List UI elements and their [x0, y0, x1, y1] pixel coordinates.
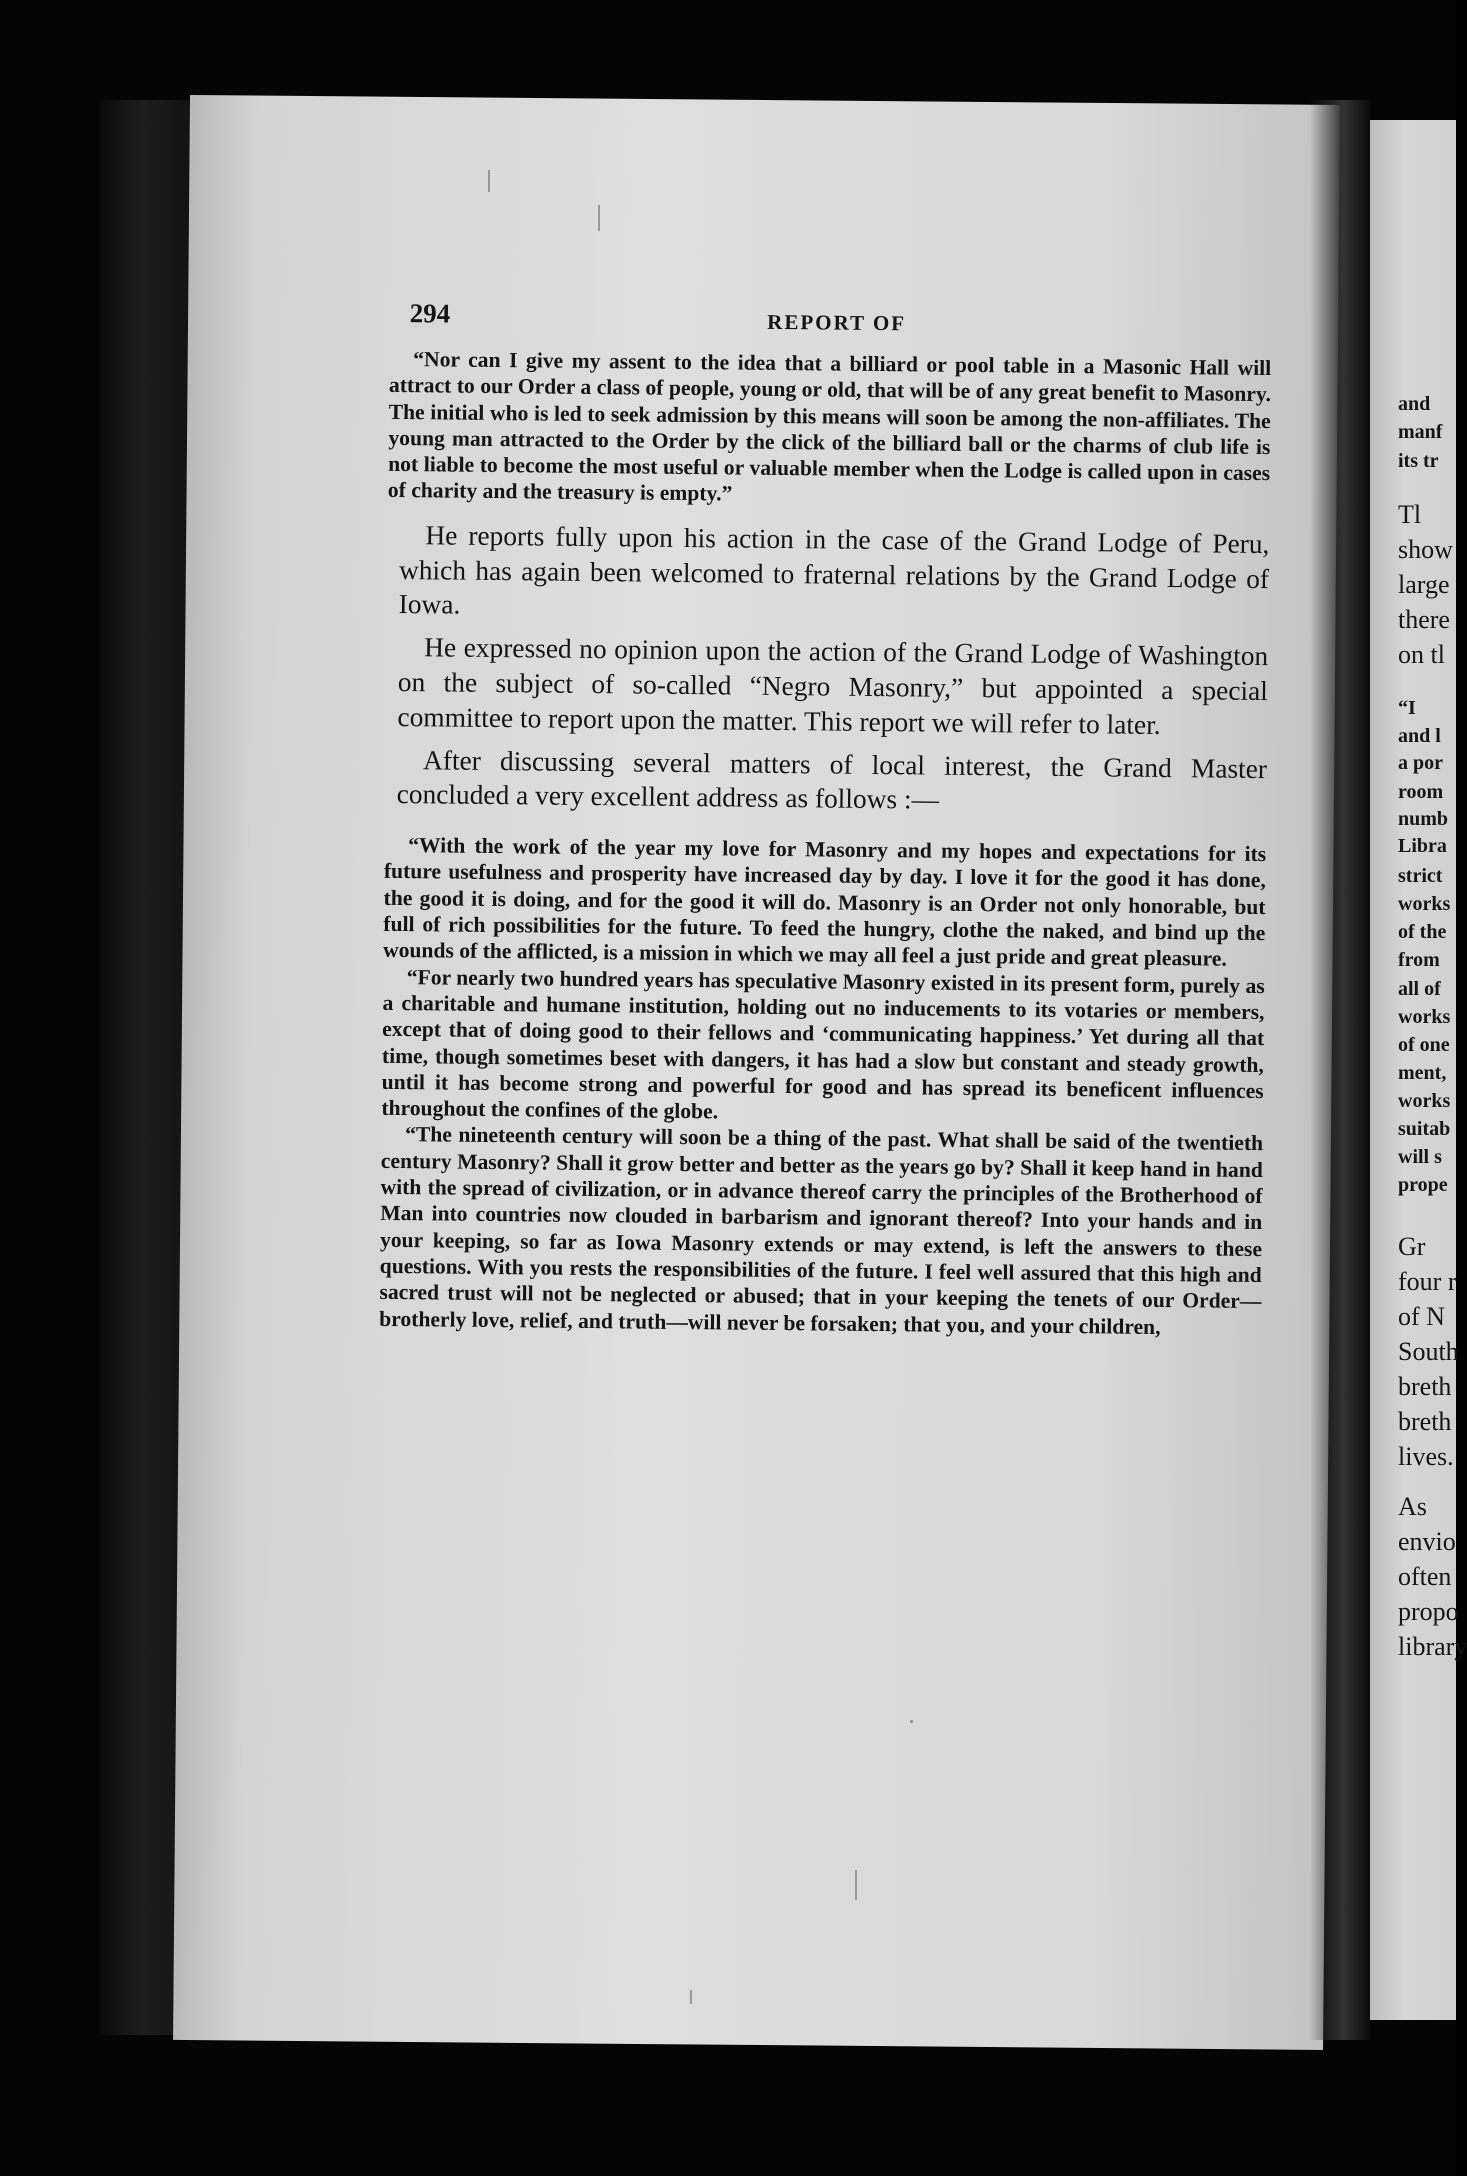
scan-speck: [910, 1720, 913, 1723]
body-paragraph: He expressed no opinion upon the action of the Grand Lodge of Washington on the subject of so-called “Negro Masonry,” but appointed a special committee to report upon the matter. This report we will refer to later.: [397, 632, 1269, 740]
quoted-paragraph: “For nearly two hundred years has speculative Masonry existed in its present form, purely as a charitable and humane institution, holding out no inducements to its votaries or members, except that of doing good to their fellows and ‘communicating happiness.’ Yet during all that time, though sometimes beset with dangers, it has had a slow but constant and steady growth, until it has become strong and powerful for good and has spread its beneficent influences throughout the confines of the globe.: [381, 964, 1265, 1124]
next-page-text-fragment: of N: [1398, 1302, 1445, 1331]
next-page-text-fragment: often: [1398, 1562, 1452, 1591]
next-page-text-fragment: As: [1398, 1492, 1427, 1521]
next-page-text-fragment: there: [1398, 605, 1450, 634]
next-page-fragment: [1370, 120, 1467, 2020]
next-page-text-fragment: manf: [1398, 421, 1443, 443]
quoted-paragraph: “The nineteenth century will soon be a thing of the past. What shall be said of the twentieth century Masonry? Shall it grow better and better as the years go by? Shall it keep hand in hand with the spread of civilization, or in advance thereof carry the principles of the Brotherhood of Man into countries now clouded in barbarism and ignorant thereof? Into your hands and in your keeping, so far as Iowa Masonry extends or may extend, is left the answers to these questions. With you rests the responsibilities of the future. I feel well assured that this high and sacred trust will not be neglected or abused; that in your keeping the tenets of our Order—brotherly love, relief, and truth—will never be forsaken; that you, and your children,: [379, 1122, 1264, 1339]
next-page-text-fragment: four r: [1398, 1267, 1457, 1296]
body-paragraph: After discussing several matters of local interest, the Grand Master concluded a very excellent address as follows :—: [396, 744, 1268, 816]
next-page-text-fragment: of the: [1398, 921, 1447, 943]
next-page-text-fragment: will s: [1398, 1146, 1442, 1168]
scan-speck: [488, 170, 490, 192]
page-gutter: [1310, 100, 1370, 2040]
page-number: 294: [409, 298, 451, 329]
next-page-text-fragment: show: [1398, 535, 1453, 564]
scan-speck: [598, 205, 600, 231]
page-header: [402, 288, 1272, 341]
quoted-paragraph: “Nor can I give my assent to the idea that a billiard or pool table in a Masonic Hall will attract to our Order a class of people, young or old, that will be of any great benefit to Masonry. The initial who is led to seek admission by this means will soon be among the non-affiliates. The young man attracted to the Order by the click of the billiard ball or the charms of club life is not liable to become the most useful or valuable member when the Lodge is called upon in cases of charity and the treasury is empty.”: [387, 347, 1272, 506]
next-page-text-fragment: works: [1398, 1006, 1451, 1028]
next-page-text-fragment: strict: [1398, 865, 1443, 887]
scan-speck: [690, 1990, 692, 2004]
next-page-text-fragment: on tl: [1398, 640, 1445, 669]
next-page-text-fragment: lives.: [1398, 1442, 1454, 1471]
page-text-block: [379, 288, 1272, 1341]
next-page-text-fragment: Libra: [1398, 835, 1447, 857]
next-page-text-fragment: ment,: [1398, 1062, 1447, 1084]
next-page-text-fragment: large: [1398, 570, 1450, 599]
next-page-text-fragment: its tr: [1398, 450, 1439, 472]
next-page-text-fragment: breth: [1398, 1372, 1452, 1401]
scan-speck: [855, 1870, 857, 1900]
body-paragraph: He reports fully upon his action in the case of the Grand Lodge of Peru, which has again been welcomed to fraternal relations by the Grand Lodge of Iowa.: [398, 520, 1270, 621]
next-page-text-fragment: and: [1398, 393, 1431, 415]
next-page-text-fragment: prope: [1398, 1174, 1448, 1196]
next-page-text-fragment: Gr: [1398, 1232, 1426, 1261]
next-page-text-fragment: all of: [1398, 978, 1441, 1000]
next-page-text-fragment: room: [1398, 781, 1444, 803]
next-page-text-fragment: suitab: [1398, 1118, 1451, 1140]
running-head: REPORT OF: [767, 309, 907, 336]
next-page-text-fragment: from: [1398, 949, 1440, 971]
next-page-text-fragment: “I: [1398, 697, 1416, 719]
next-page-text-fragment: library: [1398, 1632, 1467, 1661]
next-page-text-fragment: breth: [1398, 1407, 1452, 1436]
next-page-text-fragment: propo: [1398, 1597, 1459, 1626]
next-page-text-fragment: numb: [1398, 808, 1449, 830]
next-page-text-fragment: of one: [1398, 1034, 1450, 1056]
next-page-text-fragment: envio: [1398, 1527, 1456, 1556]
next-page-text-fragment: and l: [1398, 725, 1441, 747]
next-page-text-fragment: works: [1398, 1090, 1451, 1112]
next-page-text-fragment: South: [1398, 1337, 1459, 1366]
next-page-text-fragment: works: [1398, 893, 1451, 915]
next-page-text-fragment: a por: [1398, 752, 1443, 774]
quoted-paragraph: “With the work of the year my love for Masonry and my hopes and expectations for its future usefulness and prosperity have increased day by day. I love it for the good it has done, the good it is doing, and for the good it will do. Masonry is an Order not only honorable, but full of rich possibilities for the future. To feed the hungry, clothe the naked, and bind up the wounds of the afflicted, is a mission in which we may all feel a just pride and great pleasure.: [382, 833, 1267, 972]
next-page-text-fragment: Tl: [1398, 500, 1422, 529]
